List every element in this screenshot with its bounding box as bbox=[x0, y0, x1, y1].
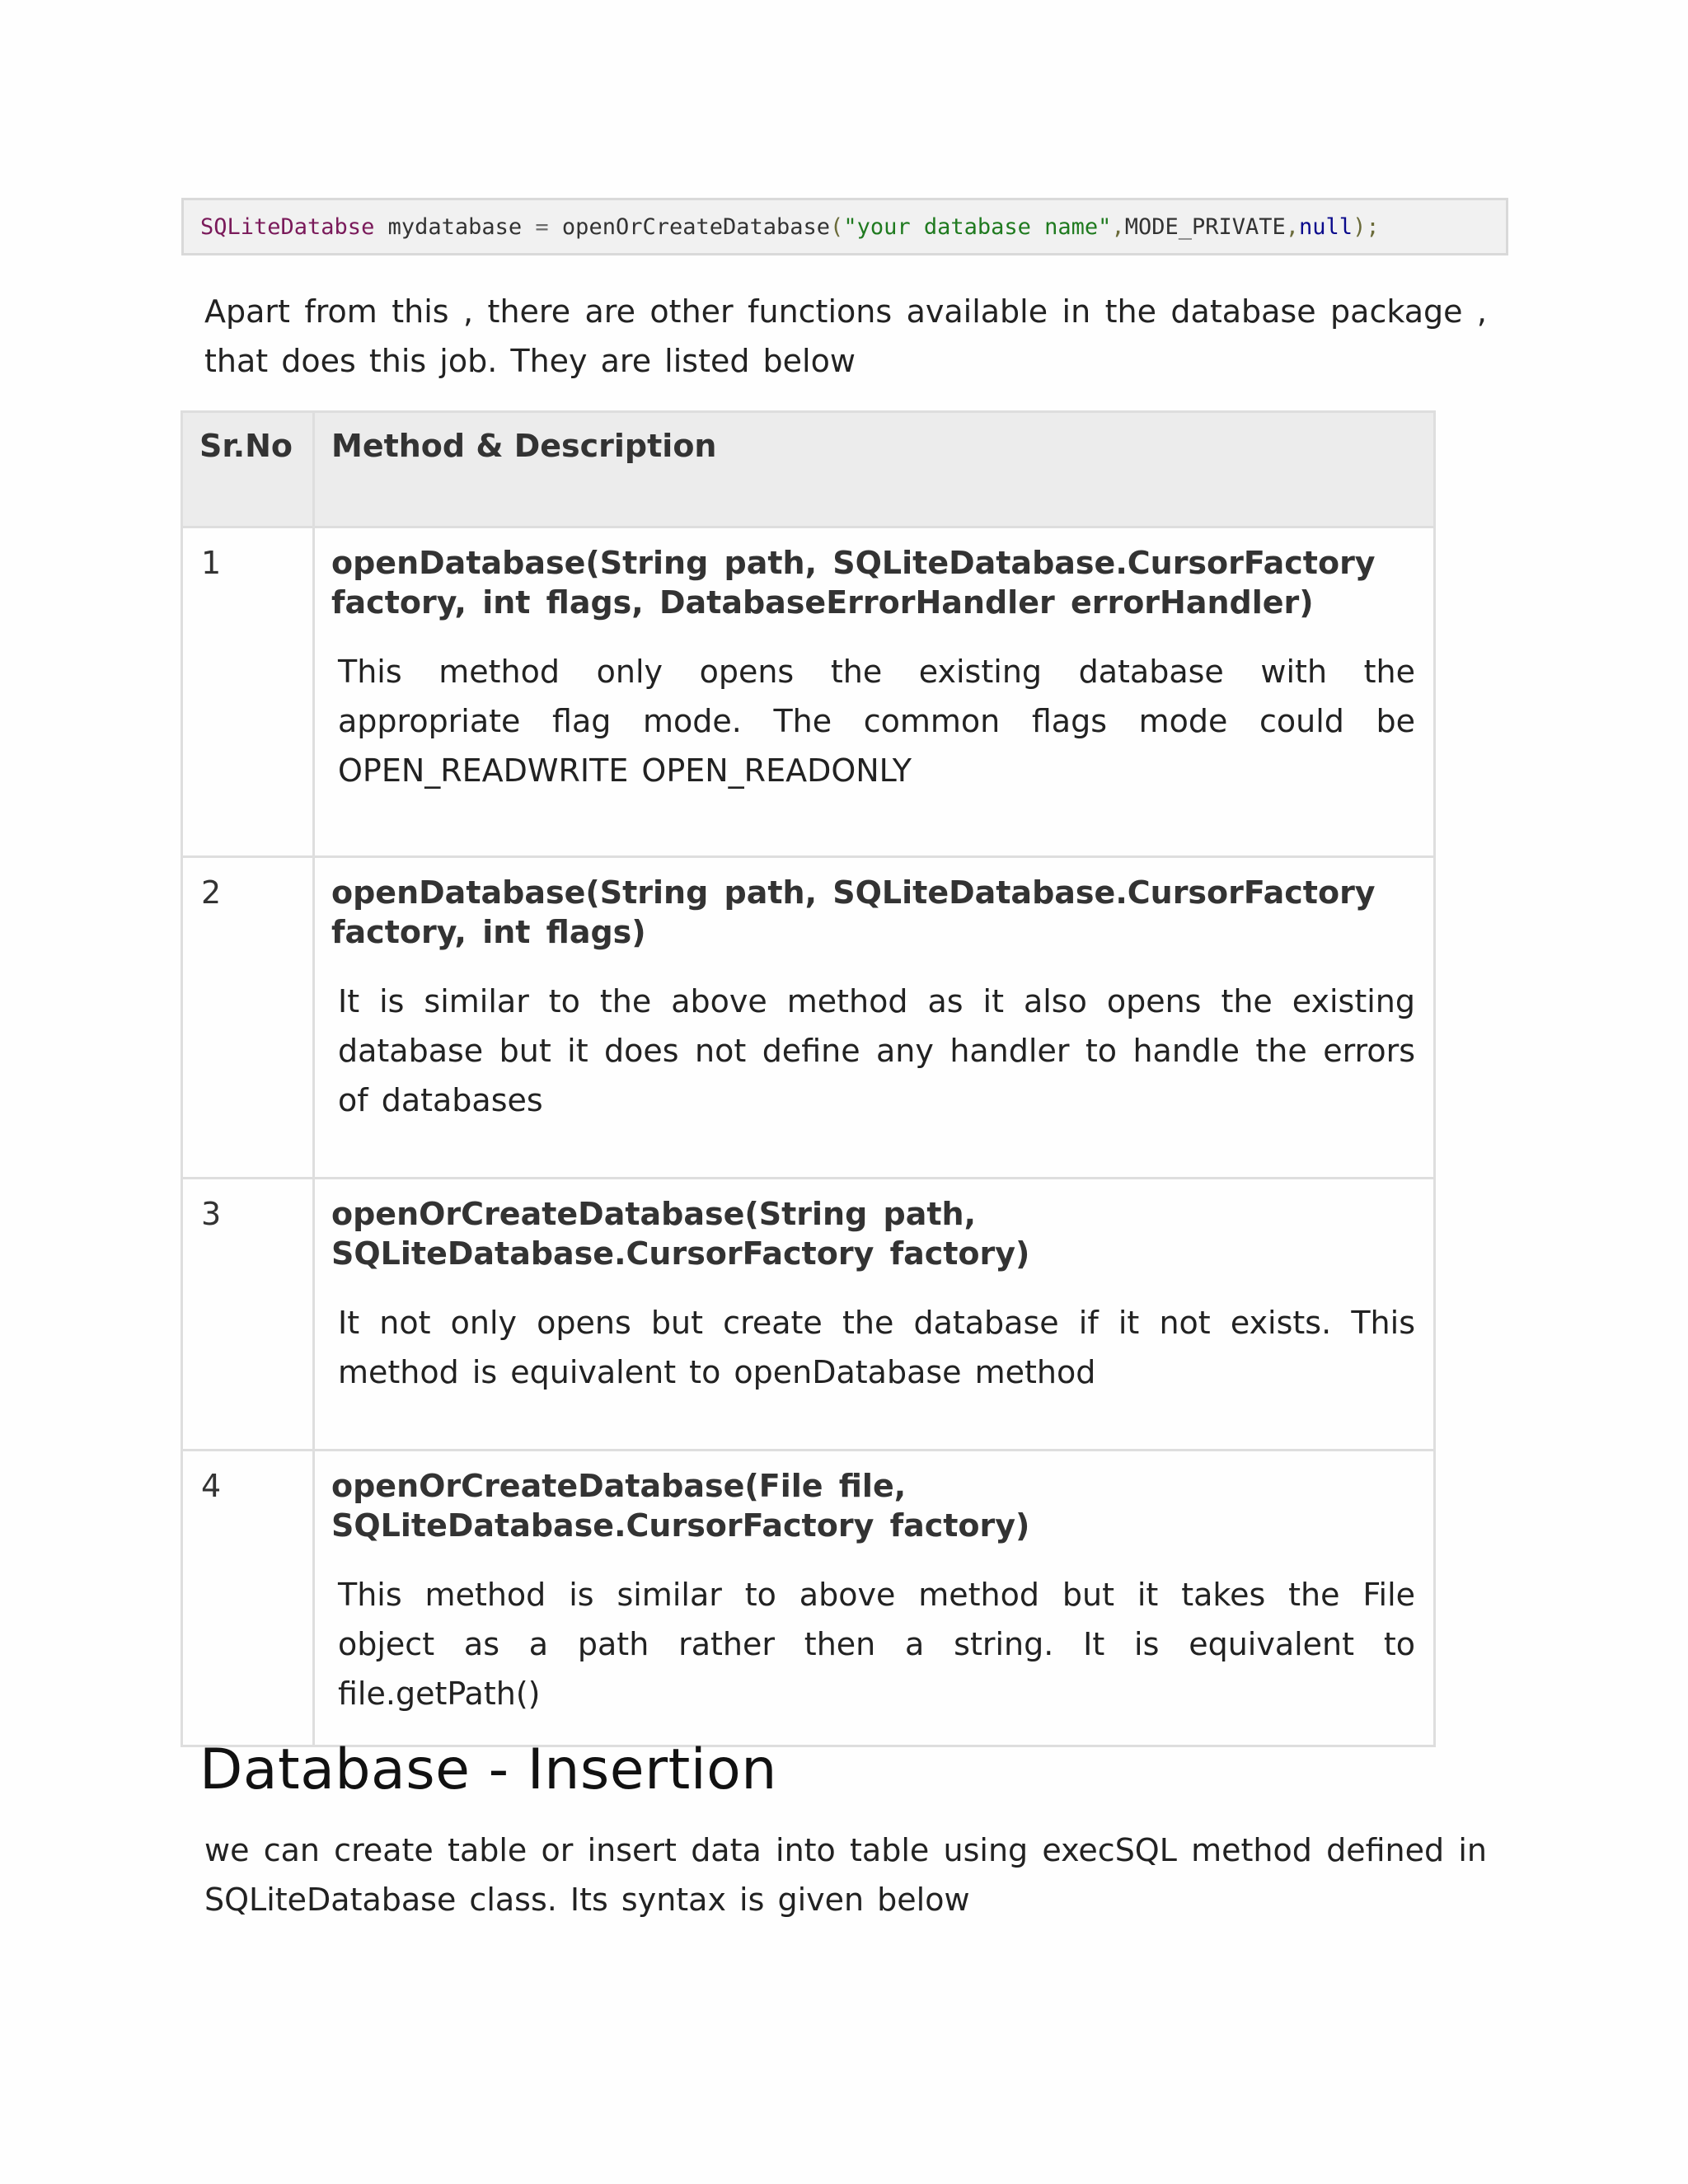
row-content bbox=[314, 1451, 1435, 1746]
table-row bbox=[182, 1451, 1435, 1746]
method-signature: openDatabase(String path, SQLiteDatabase.CursorFactory factory, int flags) bbox=[331, 874, 1376, 950]
table-row bbox=[182, 1179, 1435, 1451]
section-heading: Database - Insertion bbox=[199, 1737, 777, 1802]
method-signature: openOrCreateDatabase(String path, SQLiteDatabase.CursorFactory factory) bbox=[331, 1196, 1030, 1272]
code-open-paren: ( bbox=[830, 213, 844, 240]
row-number: 2 bbox=[182, 857, 314, 1179]
code-type-token: SQLiteDatabse bbox=[200, 213, 375, 240]
header-method-description: Method & Description bbox=[314, 412, 1435, 527]
code-comma-1: , bbox=[1111, 213, 1125, 240]
code-close-token: ); bbox=[1353, 213, 1380, 240]
method-description: This method is similar to above method but it takes the File object as a path rather then a string. It is equivalent to file.getPath() bbox=[338, 1577, 1415, 1712]
method-description: This method only opens the existing database with the appropriate flag mode. The common flags mode could be OPEN_READWRITE OPEN_READONLY bbox=[338, 654, 1415, 789]
row-content bbox=[314, 527, 1435, 857]
code-call-token: openOrCreateDatabase bbox=[548, 213, 831, 240]
method-description: It not only opens but create the database if it not exists. This method is equivalent to openDatabase method bbox=[338, 1305, 1415, 1390]
row-number: 1 bbox=[182, 527, 314, 857]
row-content bbox=[314, 1179, 1435, 1451]
method-description: It is similar to the above method as it also opens the existing database but it does not define any handler to handle the errors of databases bbox=[338, 983, 1415, 1118]
table-row bbox=[182, 857, 1435, 1179]
code-null-token: null bbox=[1299, 213, 1353, 240]
insertion-paragraph: we can create table or insert data into table using execSQL method defined in SQLiteDatabase class. Its syntax is given below bbox=[204, 1832, 1487, 1918]
intro-paragraph: Apart from this , there are other functions available in the database package , that does this job. They are listed below bbox=[204, 293, 1487, 379]
row-number: 3 bbox=[182, 1179, 314, 1451]
code-mode-token: MODE_PRIVATE bbox=[1124, 213, 1286, 240]
code-string-token: "your database name" bbox=[843, 213, 1112, 240]
code-comma-2: , bbox=[1285, 213, 1300, 240]
method-signature: openOrCreateDatabase(File file, SQLiteDatabase.CursorFactory factory) bbox=[331, 1468, 1030, 1544]
table-header-row bbox=[182, 412, 1435, 527]
method-signature: openDatabase(String path, SQLiteDatabase.CursorFactory factory, int flags, DatabaseErrorHandler errorHandler) bbox=[331, 545, 1376, 621]
code-var-token: mydatabase bbox=[374, 213, 536, 240]
methods-table bbox=[181, 410, 1436, 1747]
table-row bbox=[182, 527, 1435, 857]
row-content bbox=[314, 857, 1435, 1179]
code-snippet bbox=[181, 198, 1508, 255]
code-eq-token: = bbox=[535, 213, 549, 240]
row-number: 4 bbox=[182, 1451, 314, 1746]
header-sr-no: Sr.No bbox=[182, 412, 314, 527]
